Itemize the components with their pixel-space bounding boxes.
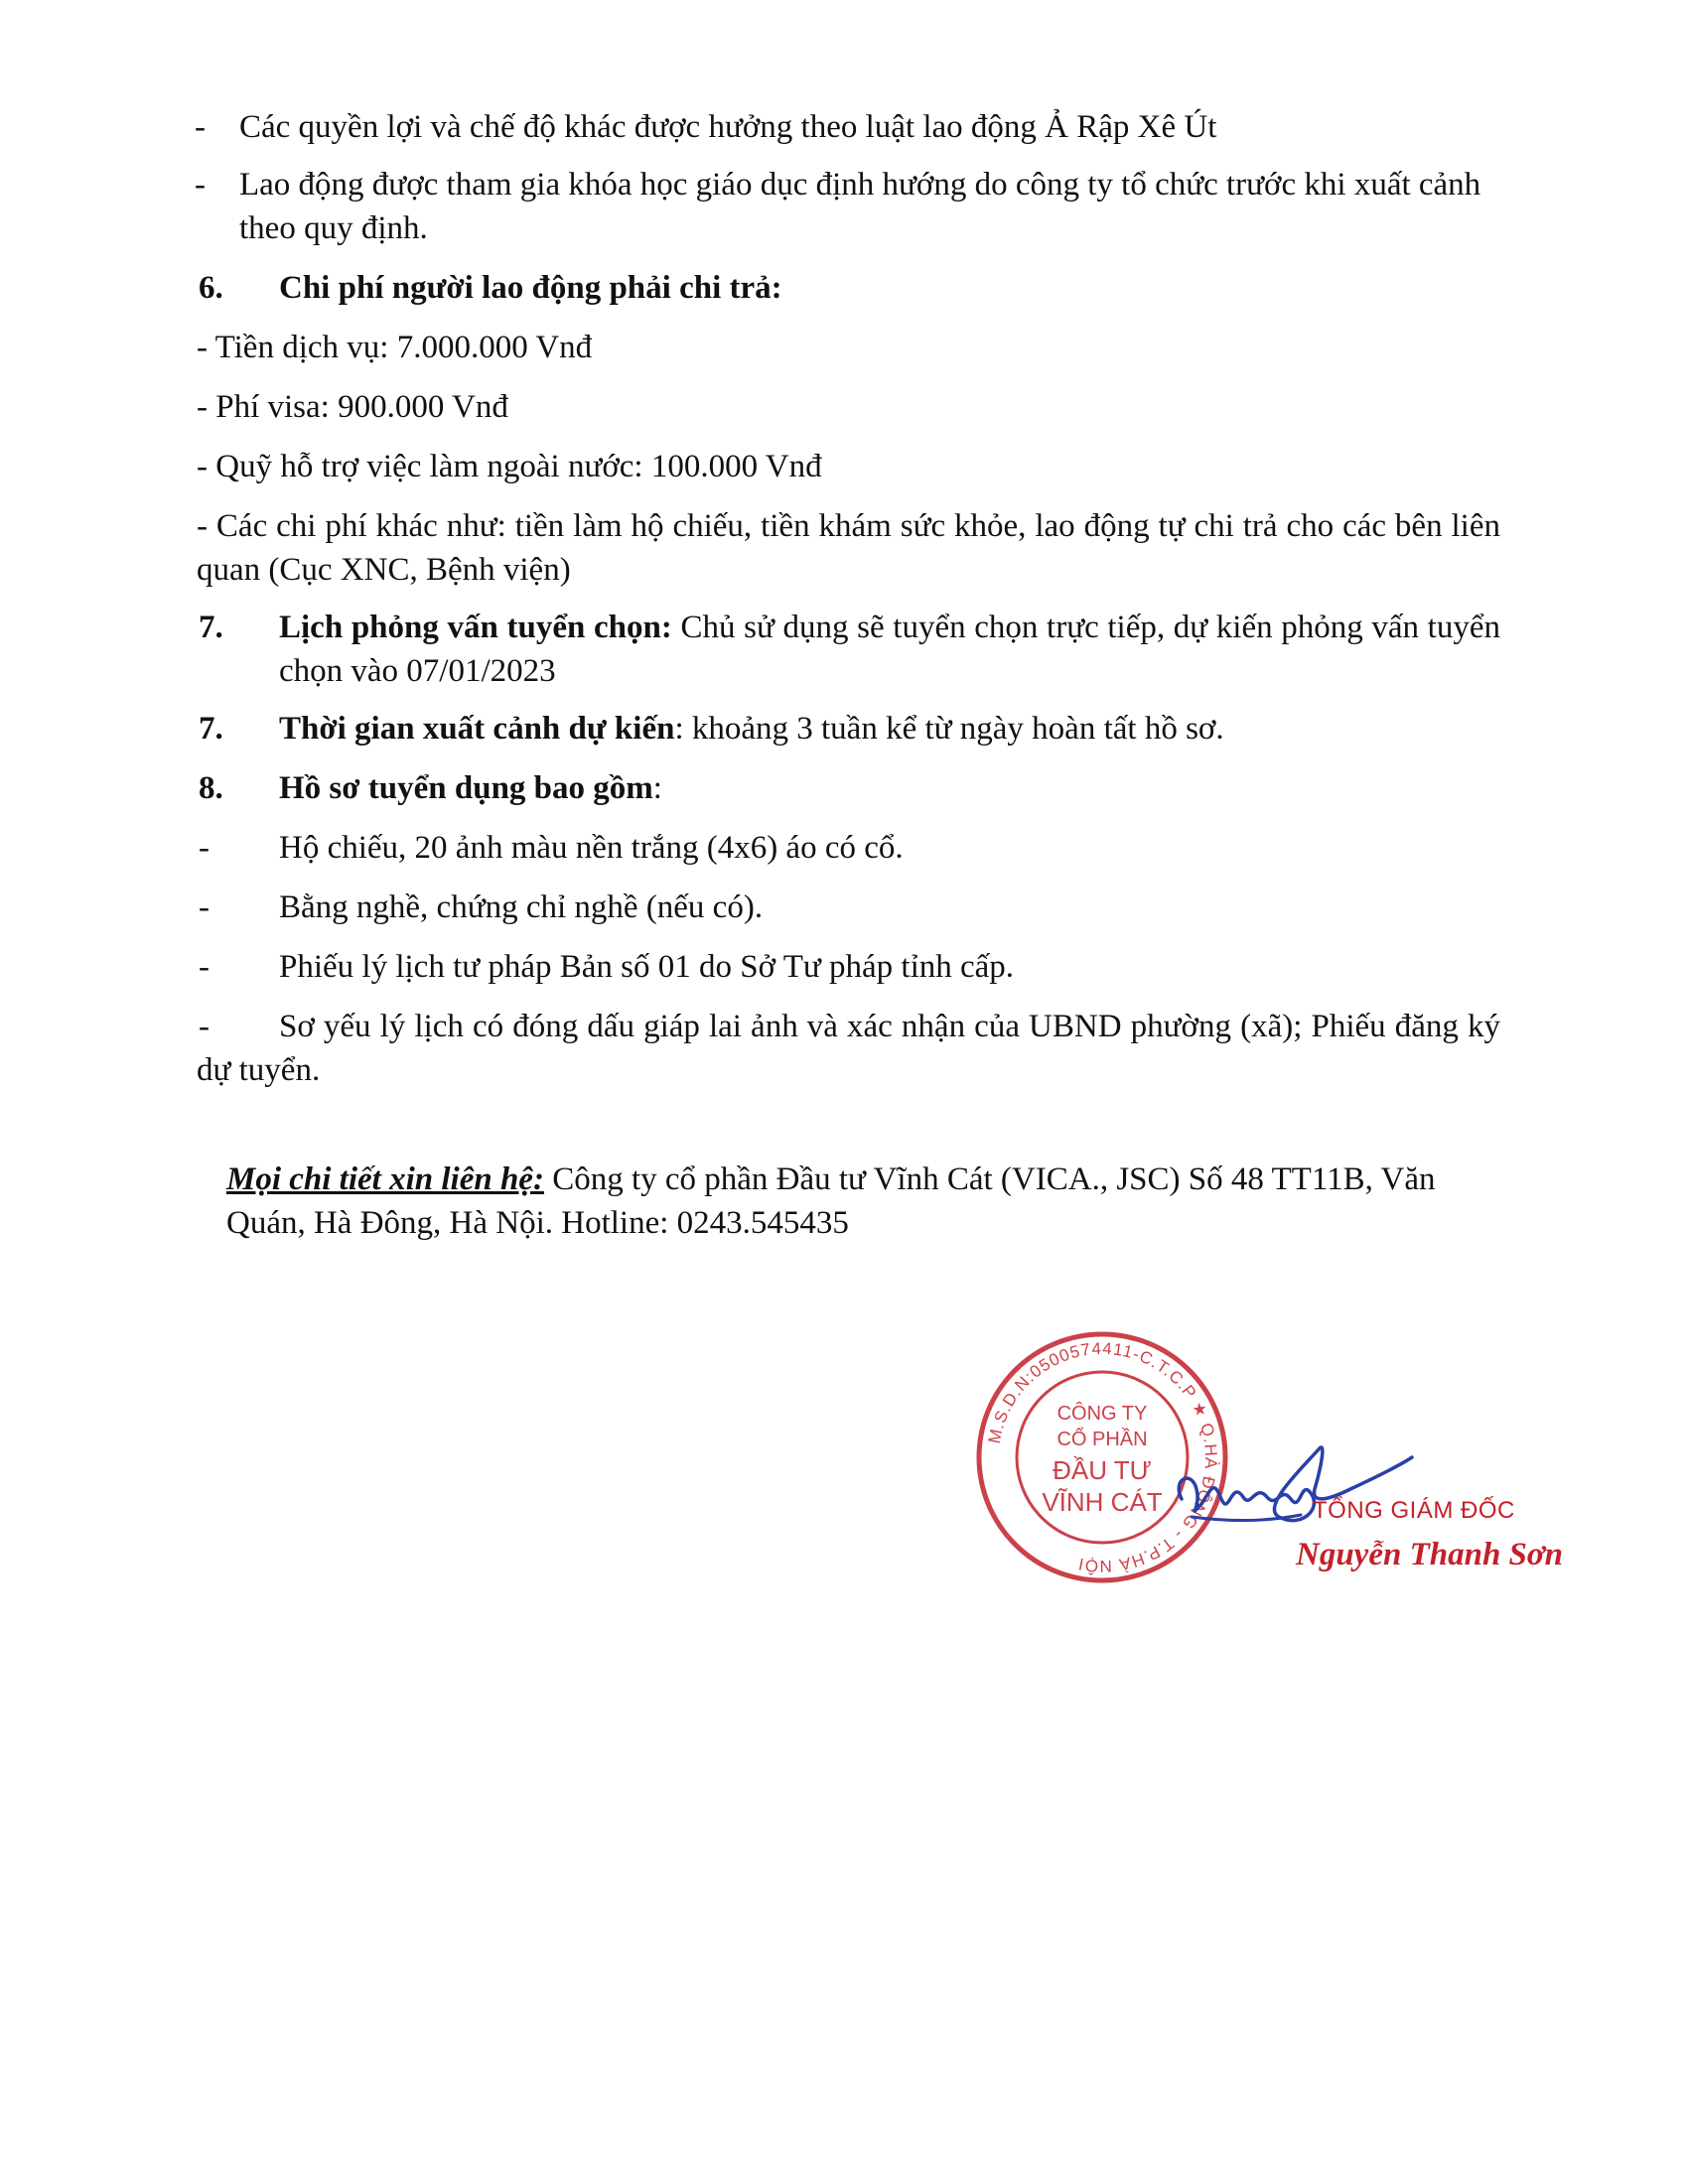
bullet-dash: - [199,949,210,985]
section8-colon: : [652,770,662,806]
section-number: 8. [199,770,223,806]
section-number: 6. [199,270,223,306]
bullet-dash: - [195,109,206,145]
cost-item: - Quỹ hỗ trợ việc làm ngoài nước: 100.000 Vnđ [197,449,822,484]
section7a-paragraph [279,606,1500,693]
section7a-text: Chủ sử dụng sẽ tuyển chọn trực tiếp, dự kiến phỏng vấn tuyển chọn vào 07/01/2023 [279,610,1501,689]
contact-text: Công ty cổ phần Đầu tư Vĩnh Cát (VICA., JSC) Số 48 TT11B, Văn Quán, Hà Đông, Hà Nội. Hotline: 0243.545435 [226,1161,1436,1241]
section6-title: Chi phí người lao động phải chi trả: [279,270,782,306]
document-item: Phiếu lý lịch tư pháp Bản số 01 do Sở Tư pháp tỉnh cấp. [279,949,1015,985]
contact-paragraph [226,1158,1500,1245]
bullet-dash: - [199,1009,210,1044]
section-number: 7. [199,711,223,747]
bullet-dash: - [199,889,210,925]
section7a-title: Lịch phỏng vấn tuyển chọn: [279,610,672,645]
stamp-line: CÔNG TY [1056,1403,1148,1425]
section-number: 7. [199,610,223,645]
section7b-title: Thời gian xuất cảnh dự kiến [279,711,675,747]
signer-title: TỔNG GIÁM ĐỐC [1313,1497,1515,1524]
bullet-dash: - [195,167,206,203]
contact-label: Mọi chi tiết xin liên hệ: [226,1161,544,1197]
bullet-dash: - [199,830,210,866]
section7b-paragraph [279,707,1224,751]
cost-item: - Phí visa: 900.000 Vnđ [197,389,508,425]
cost-item: - Tiền dịch vụ: 7.000.000 Vnđ [197,330,593,365]
section8-heading [279,766,662,810]
section-title [279,266,782,310]
section8-title: Hồ sơ tuyển dụng bao gồm [279,770,653,806]
document-item: Hộ chiếu, 20 ảnh màu nền trắng (4x6) áo có cổ. [279,830,904,866]
stamp-line: CỔ PHẦN [1056,1429,1148,1450]
benefit-item: Lao động được tham gia khóa học giáo dục định hướng do công ty tổ chức trước khi xuất cảnh theo quy định. [239,167,1481,246]
cost-item: - Các chi phí khác như: tiền làm hộ chiếu, tiền khám sức khỏe, lao động tự chi trả cho các bên liên quan (Cục XNC, Bệnh viện) [197,508,1500,588]
benefit-item: Các quyền lợi và chế độ khác được hưởng theo luật lao động Ả Rập Xê Út [239,109,1217,145]
stamp-line: VĨNH CÁT [1042,1487,1163,1517]
document-item: Bằng nghề, chứng chỉ nghề (nếu có). [279,889,764,925]
signer-name: Nguyễn Thanh Sơn [1296,1537,1563,1572]
stamp-ring-text: M.S.D.N:0500574411-C.T.C.P ★ Q.HÀ ĐÔNG - T.P.HÀ NỘI [984,1338,1221,1576]
stamp-line: ĐẦU TƯ [1053,1455,1152,1485]
section7b-text: : khoảng 3 tuần kể từ ngày hoàn tất hồ sơ. [674,711,1224,747]
document-item: Sơ yếu lý lịch có đóng dấu giáp lai ảnh và xác nhận của UBND phường (xã); Phiếu đăng ký dự tuyển. [197,1009,1500,1088]
